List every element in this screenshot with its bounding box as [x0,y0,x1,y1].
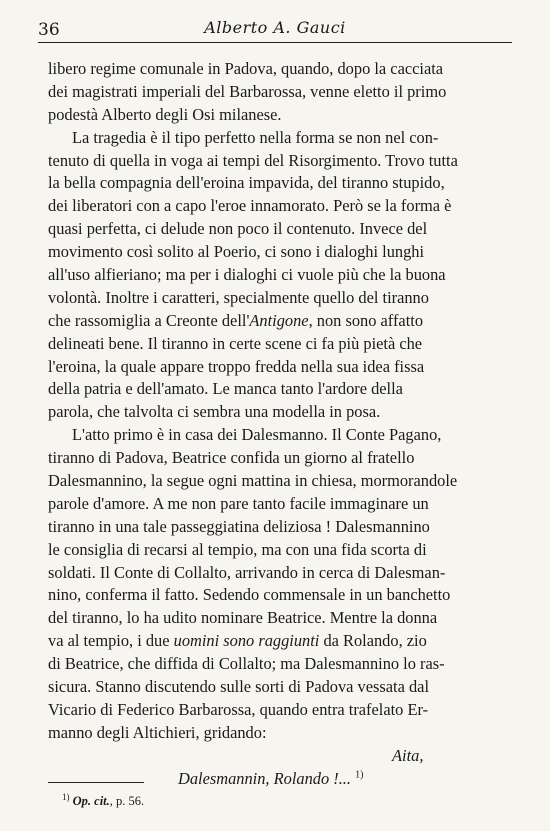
text-line: l'eroina, la quale appare troppo fredda nella sua idea fissa [48,356,425,376]
italic-title: Antigone [249,310,309,330]
footnote-reference: Op. cit. [72,794,110,809]
text-line: tiranno di Padova, Beatrice confida un giorno al fratello [48,448,415,468]
text-line: podestà Alberto degli Osi milanese. [48,104,282,124]
text-line: libero regime comunale in Padova, quando, dopo la cacciata [48,59,444,78]
text-line: dei magistrati imperiali del Barbarossa, venne eletto il primo [48,81,447,101]
text-line: della patria e dell'amato. Le manca tanto l'ardore della [48,379,403,399]
text-line: manno degli Altichieri, gridando: [48,722,267,742]
footnote-number: 1) [62,792,70,802]
text-line: tiranno in una tale passeggiatina deliziosa ! Dalesmannino [48,516,430,536]
text-line-with-italic [48,630,516,653]
page-number: 36 [38,20,60,40]
text-line: movimento così solito al Poerio, ci sono i dialoghi lunghi [48,242,425,262]
text-line-with-italic [48,310,516,333]
running-head: Alberto A. Gauci [204,18,346,37]
body-text [48,58,516,791]
footnote-marker: 1) [355,769,364,781]
italic-phrase: uomini sono raggiunti [173,631,320,651]
text-segment: va al tempio, i due [48,631,174,651]
text-line: di Beatrice, che diffida di Collalto; ma Dalesmannino lo ras- [48,654,445,674]
text-line: all'uso alfieriano; ma per i dialoghi ci vuole più che la buona [48,265,446,285]
footnote [62,792,144,809]
text-line: nino, conferma il fatto. Sedendo commensale in un banchetto [48,585,451,605]
quote-line: Aita, [392,745,424,765]
text-line: quasi perfetta, ci delude non poco il contenuto. Invece del [48,219,428,239]
text-line: volontà. Inoltre i caratteri, specialmente quello del tiranno [48,287,429,307]
text-segment: che rassomiglia a Creonte dell' [48,310,250,330]
text-line: soldati. Il Conte di Collalto, arrivando in cerca di Dalesman- [48,562,446,582]
page-header [38,18,512,43]
text-line: dei liberatori con a capo l'eroe innamorato. Però se la forma è [48,196,452,216]
text-line: Dalesmannino, la segue ogni mattina in chiesa, mormorandole [48,471,458,491]
text-line: tenuto di quella in voga ai tempi del Risorgimento. Trovo tutta [48,150,458,170]
text-line: parola, che talvolta ci sembra una modella in posa. [48,402,381,422]
paragraph-start-line: La tragedia è il tipo perfetto nella forma se non nel con- [72,127,439,147]
quote-text: Dalesmannin, Rolando !... [178,768,351,788]
footnote-divider [48,782,144,783]
footnote-page: , p. 56. [109,794,145,809]
text-line: delineati bene. Il tiranno in certe scene ci fa più pietà che [48,333,423,353]
text-line: sicura. Stanno discutendo sulle sorti di Padova vessata dal [48,677,430,697]
text-segment: da Rolando, zio [319,631,427,651]
quote-line [48,768,516,791]
text-line: le consiglia di recarsi al tempio, ma con una fida scorta di [48,539,427,559]
text-line: del tiranno, lo ha udito nominare Beatrice. Mentre la donna [48,608,438,628]
text-line: la bella compagnia dell'eroina impavida, del tiranno stupido, [48,173,445,193]
text-line: Vicario di Federico Barbarossa, quando entra trafelato Er- [48,699,429,719]
text-segment: , non sono affatto [308,310,424,330]
text-line: parole d'amore. A me non pare tanto facile immaginare un [48,493,429,513]
paragraph-start-line: L'atto primo è in casa dei Dalesmanno. Il Conte Pagano, [72,425,442,445]
